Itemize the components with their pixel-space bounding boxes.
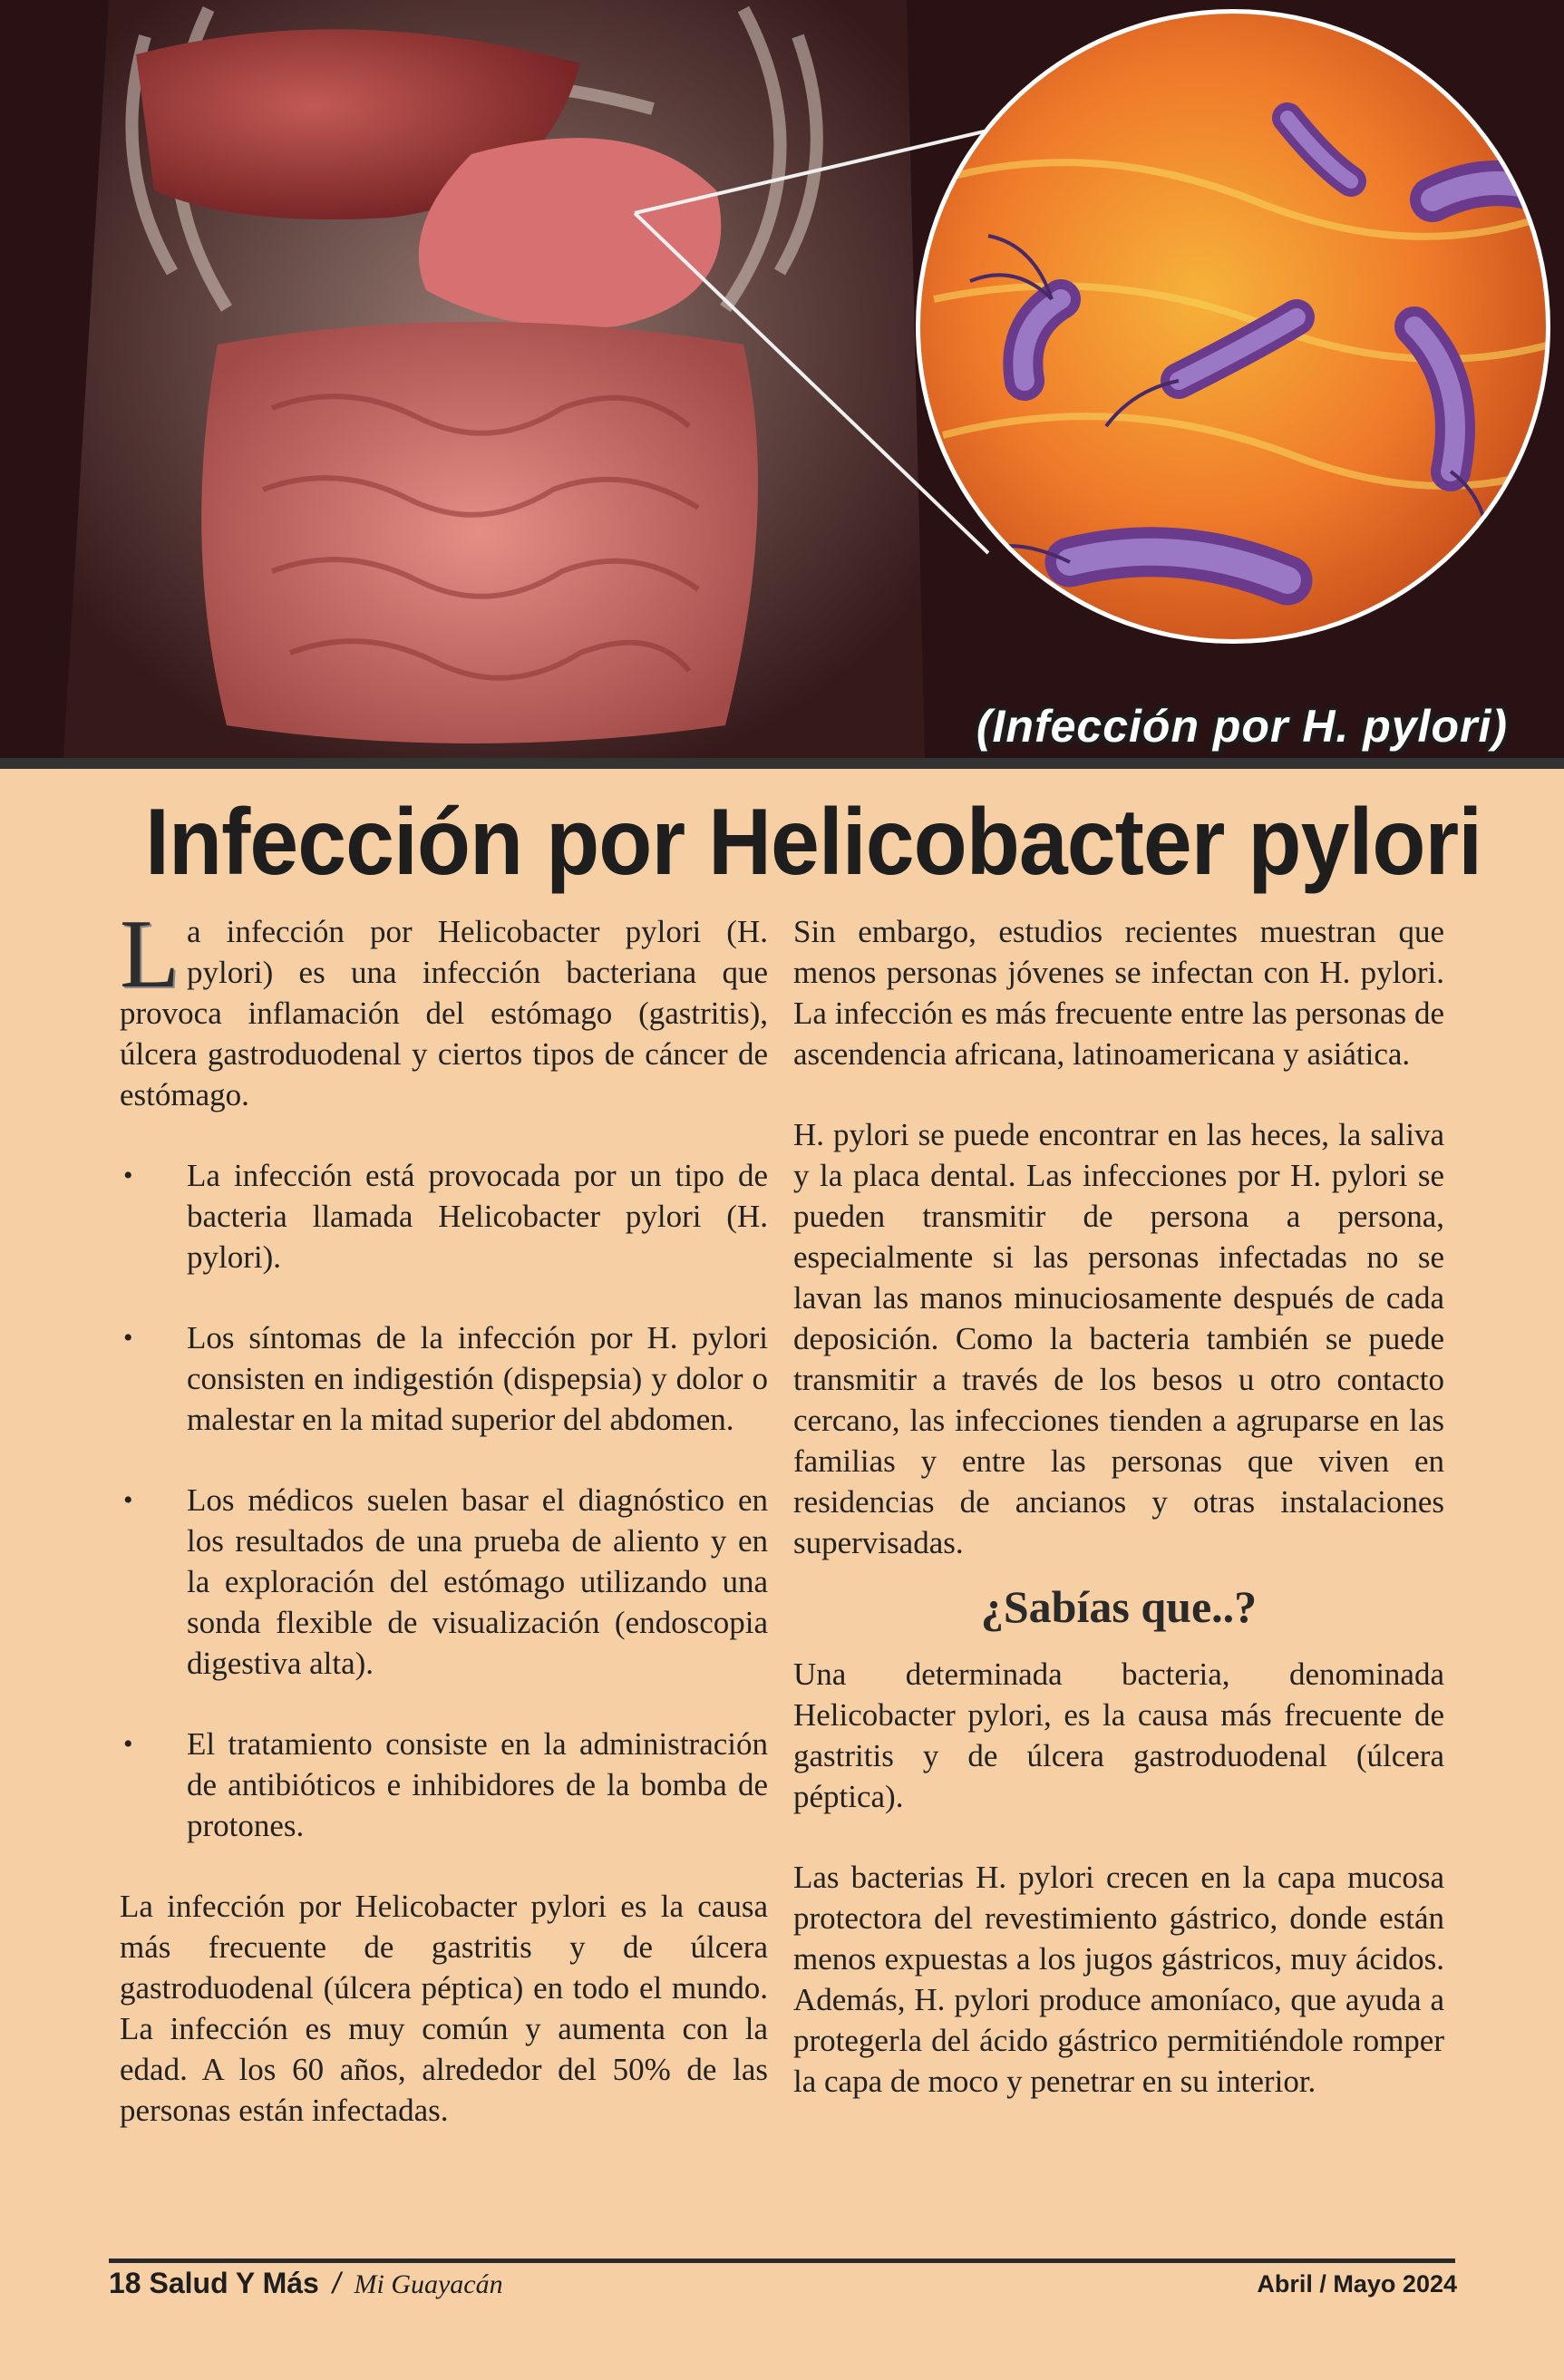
- drop-cap: L: [120, 900, 180, 1008]
- list-item-text: Los médicos suelen basar el diagnóstico en los resultados de una prueba de aliento y en la exploración del estómago utilizando una sonda flexible de visualización (endoscopia digestiva alta).: [187, 1482, 768, 1681]
- list-item-text: La infección está provocada por un tipo de bacteria llamada Helicobacter pylori (H. pylori).: [187, 1158, 768, 1275]
- list-item: [120, 1317, 768, 1440]
- article-title: Infección por Helicobacter pylori: [145, 790, 1482, 895]
- list-item: [120, 1155, 768, 1277]
- magazine-name: Salud Y Más: [149, 2267, 319, 2299]
- sidebar-paragraph: Las bacterias H. pylori crecen en la capa mucosa protectora del revestimiento gástrico, donde están menos expuestas a los jugos gástricos, muy ácidos. Además, H. pylori produce amoníaco, que ayuda a protegerla del ácido gástrico permitiéndole romper la capa de moco y penetrar en su interior.: [793, 1860, 1444, 2099]
- list-item-text: El tratamiento consiste en la administración de antibióticos e inhibidores de la bomba de protones.: [187, 1726, 768, 1843]
- bullet-icon: •: [123, 1729, 133, 1759]
- left-column: [120, 900, 768, 2171]
- sidebar-paragraph: Una determinada bacteria, denominada Helicobacter pylori, es la causa más frecuente de gastritis y de úlcera gastroduodenal (úlcera péptica).: [793, 1656, 1444, 1814]
- bullet-icon: •: [123, 1323, 133, 1353]
- body-paragraph: Sin embargo, estudios recientes muestran que menos personas jóvenes se infectan con H. pylori. La infección es más frecuente entre las personas de ascendencia africana, latinoamericana y asiática.: [793, 914, 1444, 1072]
- intro-paragraph: [120, 900, 768, 1115]
- bullet-icon: •: [123, 1161, 133, 1190]
- right-column: [793, 911, 1444, 2142]
- hero-divider: [0, 758, 1564, 769]
- digestive-system-illustration: [0, 0, 1564, 758]
- hero-caption: (Infección por H. pylori): [976, 701, 1508, 752]
- hero-illustration: [0, 0, 1564, 758]
- list-item: [120, 1724, 768, 1846]
- closing-paragraph: La infección por Helicobacter pylori es la causa más frecuente de gastritis y de úlcera gastroduodenal (úlcera péptica) en todo el mundo. La infección es muy común y aumenta con la edad. A los 60 años, alrededor del 50% de las personas están infectadas.: [120, 1889, 768, 2128]
- footer-separator: /: [332, 2267, 341, 2299]
- body-paragraph: H. pylori se puede encontrar en las heces, la saliva y la placa dental. Las infecciones por H. pylori se pueden transmitir de persona a persona, especialmente si las personas infectadas no se lavan las manos minuciosamente después de cada deposición. Como la bacteria también se puede transmitir a través de los besos u otro contacto cercano, las infecciones tienden a agruparse en las familias y entre las personas que viven en residencias de ancianos y otras instalaciones supervisadas.: [793, 1117, 1444, 1560]
- bullet-icon: •: [123, 1485, 133, 1515]
- list-item: [120, 1480, 768, 1684]
- publisher-name: Mi Guayacán: [354, 2269, 503, 2299]
- page-number: 18: [109, 2267, 141, 2299]
- intro-text: a infección por Helicobacter pylori (H. pylori) es una infección bacteriana que provoca inflamación del estómago (gastritis), úlcera gastroduodenal y ciertos tipos de cáncer de estómago.: [120, 914, 768, 1112]
- sidebar-heading: ¿Sabías que..?: [980, 1581, 1258, 1632]
- key-points-list: [120, 1155, 768, 1846]
- footer-rule: [109, 2259, 1455, 2263]
- issue-date: Abril / Mayo 2024: [1257, 2270, 1457, 2297]
- list-item-text: Los síntomas de la infección por H. pylori consisten en indigestión (dispepsia) y dolor o malestar en la mitad superior del abdomen.: [187, 1320, 768, 1437]
- footer-magazine: [109, 2267, 503, 2300]
